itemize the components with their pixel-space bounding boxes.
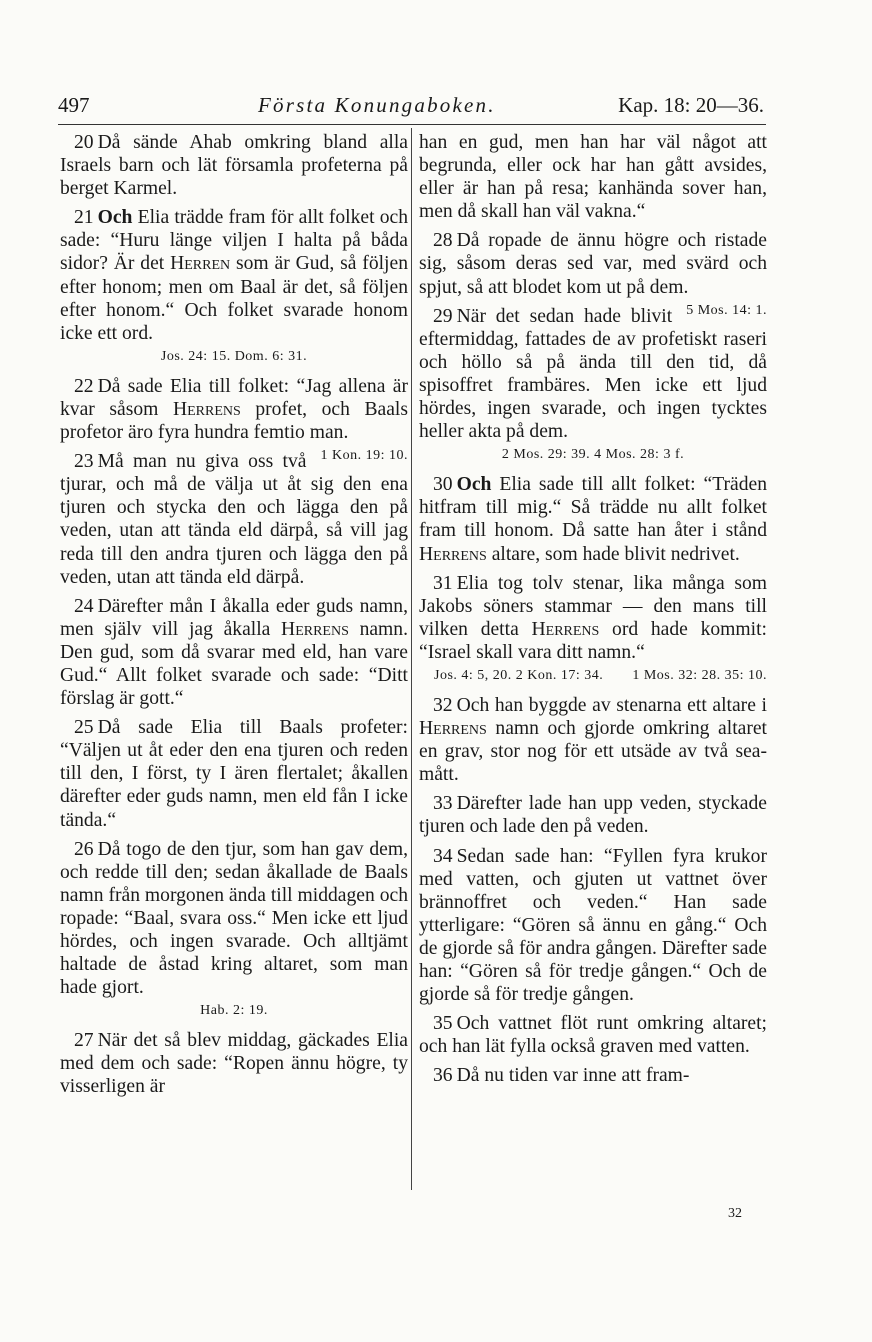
verse-number: 29 (433, 305, 453, 327)
verse-text: Sedan sade han: “Fyllen fyra krukor med vatten, och gjuten ut vattnet över brännoffret och veden.“ Han sade ytterligare: “Gören så ännu en gång.“ Och de gjorde så för andra gången. Därefter sade han: “Gören så för tredje gången.“ Och de gjorde så för tredje gången. (419, 845, 767, 1006)
left-column (60, 131, 408, 1105)
book-title: Första Konungaboken. (258, 93, 496, 117)
verse-27-continued (419, 131, 767, 223)
verse-number: 24 (74, 595, 94, 617)
verse-text: Då sade Elia till folket: “Jag allena är kvar såsom (60, 375, 408, 420)
verse-text: namn. Den gud, som då svarar med eld, han vare Gud.“ Allt folket svarade och sade: “Ditt förslag är gott.“ (60, 618, 408, 710)
verse-number: 31 (433, 572, 453, 594)
verse-text: ord hade kommit: “Israel skall vara ditt namn.“ (419, 618, 767, 663)
verse-text: Elia sade till allt folket: “Träden hitfram till mig.“ Så trädde nu allt folket fram till honom. Då satte han åter i stånd (419, 474, 767, 542)
verse-text: profet, och Baals profetor äro fyra hundra femtio man. (60, 398, 408, 444)
verse-number: 35 (433, 1013, 453, 1035)
verse-29 (419, 305, 767, 444)
verse-number: 36 (433, 1065, 453, 1087)
verse-number: 25 (74, 717, 94, 739)
verse-34 (419, 845, 767, 1007)
verse-text: namn och gjorde omkring altaret en grav, stor nog för ett utsäde av två sea-mått. (419, 718, 767, 786)
verse-text: När det sedan hade blivit eftermiddag, fattades de av profetiskt raseri och höllo så på ända till den tid, då spisoffret frambäres. Men icke ett ljud hördes, ingen svarade, och ingen tycktes heller akta på dem. (419, 305, 767, 443)
verse-text: Därefter lade han upp veden, styckade tjuren och lade den på veden. (419, 793, 767, 838)
verse-number: 34 (433, 845, 453, 867)
verse-text: som är Gud, så följen efter honom; men om Baal är det, så följen efter honom.“ Och folket svarade honom icke ett ord. (60, 253, 408, 344)
verse-text: Då sände Ahab omkring bland alla Israels barn och lät församla profeterna på berget Karmel. (60, 132, 408, 200)
verse-initial-word: Och (97, 207, 133, 229)
verse-26 (60, 838, 408, 1000)
verse-number: 26 (74, 838, 94, 860)
verse-27 (60, 1029, 408, 1098)
cross-reference: 1 Kon. 19: 10. (320, 448, 408, 464)
verse-32 (419, 694, 767, 786)
verse-number: 32 (433, 694, 453, 716)
verse-text: Och han byggde av stenarna ett altare i (456, 694, 767, 716)
cross-reference: Hab. 2: 19. (200, 1003, 268, 1019)
cross-reference: 2 Mos. 29: 39. 4 Mos. 28: 3 f. (501, 447, 685, 463)
verse-number: 20 (74, 132, 94, 153)
cross-reference: 5 Mos. 14: 1. (686, 302, 767, 318)
verse-23 (60, 450, 408, 589)
verse-30 (419, 473, 767, 565)
verse-number: 28 (433, 230, 453, 252)
verse-number: 21 (74, 207, 94, 229)
chapter-reference: Kap. 18: 20—36. (618, 93, 764, 117)
verse-text: När det så blev middag, gäckades Elia med dem och sade: “Ropen ännu högre, ty visserligen är (60, 1030, 408, 1098)
verse-text: Elia trädde fram för allt folket och sade: “Huru länge viljen I halta på båda sidor? Är det (60, 207, 408, 275)
verse-20 (60, 131, 408, 200)
running-head (58, 88, 764, 122)
lord-small-caps: Herrens (531, 618, 600, 640)
verse-33 (419, 792, 767, 838)
cross-reference: 1 Mos. 32: 28. 35: 10. (632, 667, 767, 683)
signature-mark: 32 (728, 1206, 742, 1221)
lord-small-caps: Herrens (419, 543, 487, 565)
verse-number: 22 (74, 375, 94, 397)
verse-text: Då togo de den tjur, som han gav dem, och redde till den; sedan åkallade de Baals namn från morgonen ända till middagen och ropade: “Baal, svara oss.“ Men icke ett ljud hördes, och ingen svarade. Och alltjämt haltade de åstad kring altaret, som man hade gjort. (60, 838, 408, 999)
verse-text: altare, som hade blivit nedrivet. (486, 543, 740, 565)
verse-number: 30 (433, 474, 453, 496)
verse-25 (60, 716, 408, 831)
column-divider (411, 128, 412, 1190)
lord-small-caps: Herrens (172, 398, 241, 420)
verse-text: Elia tog tolv stenar, lika många som Jakobs söners stammar — den mans till vilken detta (419, 572, 767, 640)
verse-number: 27 (74, 1030, 94, 1052)
verse-text: Och vattnet flöt runt omkring altaret; och han lät fylla också graven med vatten. (419, 1013, 767, 1058)
lord-small-caps: Herrens (419, 718, 487, 740)
lord-small-caps: Herrens (281, 618, 349, 640)
verse-text: Då nu tiden var inne att fram- (456, 1065, 690, 1087)
verse-number: 33 (433, 793, 453, 815)
verse-text: Då sade Elia till Baals profeter: “Väljen ut åt eder den ena tjuren och reden till den, I först, ty I ären flertalet; åkallen därefter eder guds namn, men eld fån I icke tända.“ (60, 717, 408, 831)
verse-number: 23 (74, 451, 94, 473)
cross-reference: Jos. 24: 15. Dom. 6: 31. (160, 348, 308, 364)
page-number: 497 (58, 93, 90, 117)
verse-24 (60, 595, 408, 710)
verse-21 (60, 206, 408, 345)
verse-36 (419, 1064, 767, 1087)
verse-text: Därefter mån I åkalla eder guds namn, men själv vill jag åkalla (60, 595, 408, 640)
verse-35 (419, 1012, 767, 1058)
verse-text: han en gud, men han har väl något att begrunda, eller ock har han gått avsides, eller är han på resa; kanhända sover han, men då skall han väl vakna.“ (419, 132, 767, 223)
right-column (419, 131, 767, 1093)
verse-text: Må man nu giva oss två tjurar, och må de välja ut åt sig den ena tjuren och stycka den och lägga den på veden, utan att tända eld därpå, så vill jag reda till den andra tjuren och lägga den på veden, utan att tända eld därpå. (60, 451, 408, 588)
lord-small-caps: Herren (170, 253, 231, 275)
verse-initial-word: Och (456, 474, 492, 496)
header-rule (58, 124, 766, 125)
cross-reference: Jos. 4: 5, 20. 2 Kon. 17: 34. (434, 667, 604, 683)
verse-text: Då ropade de ännu högre och ristade sig, såsom deras sed var, med svärd och spjut, så att blodet kom ut på dem. (419, 230, 767, 298)
